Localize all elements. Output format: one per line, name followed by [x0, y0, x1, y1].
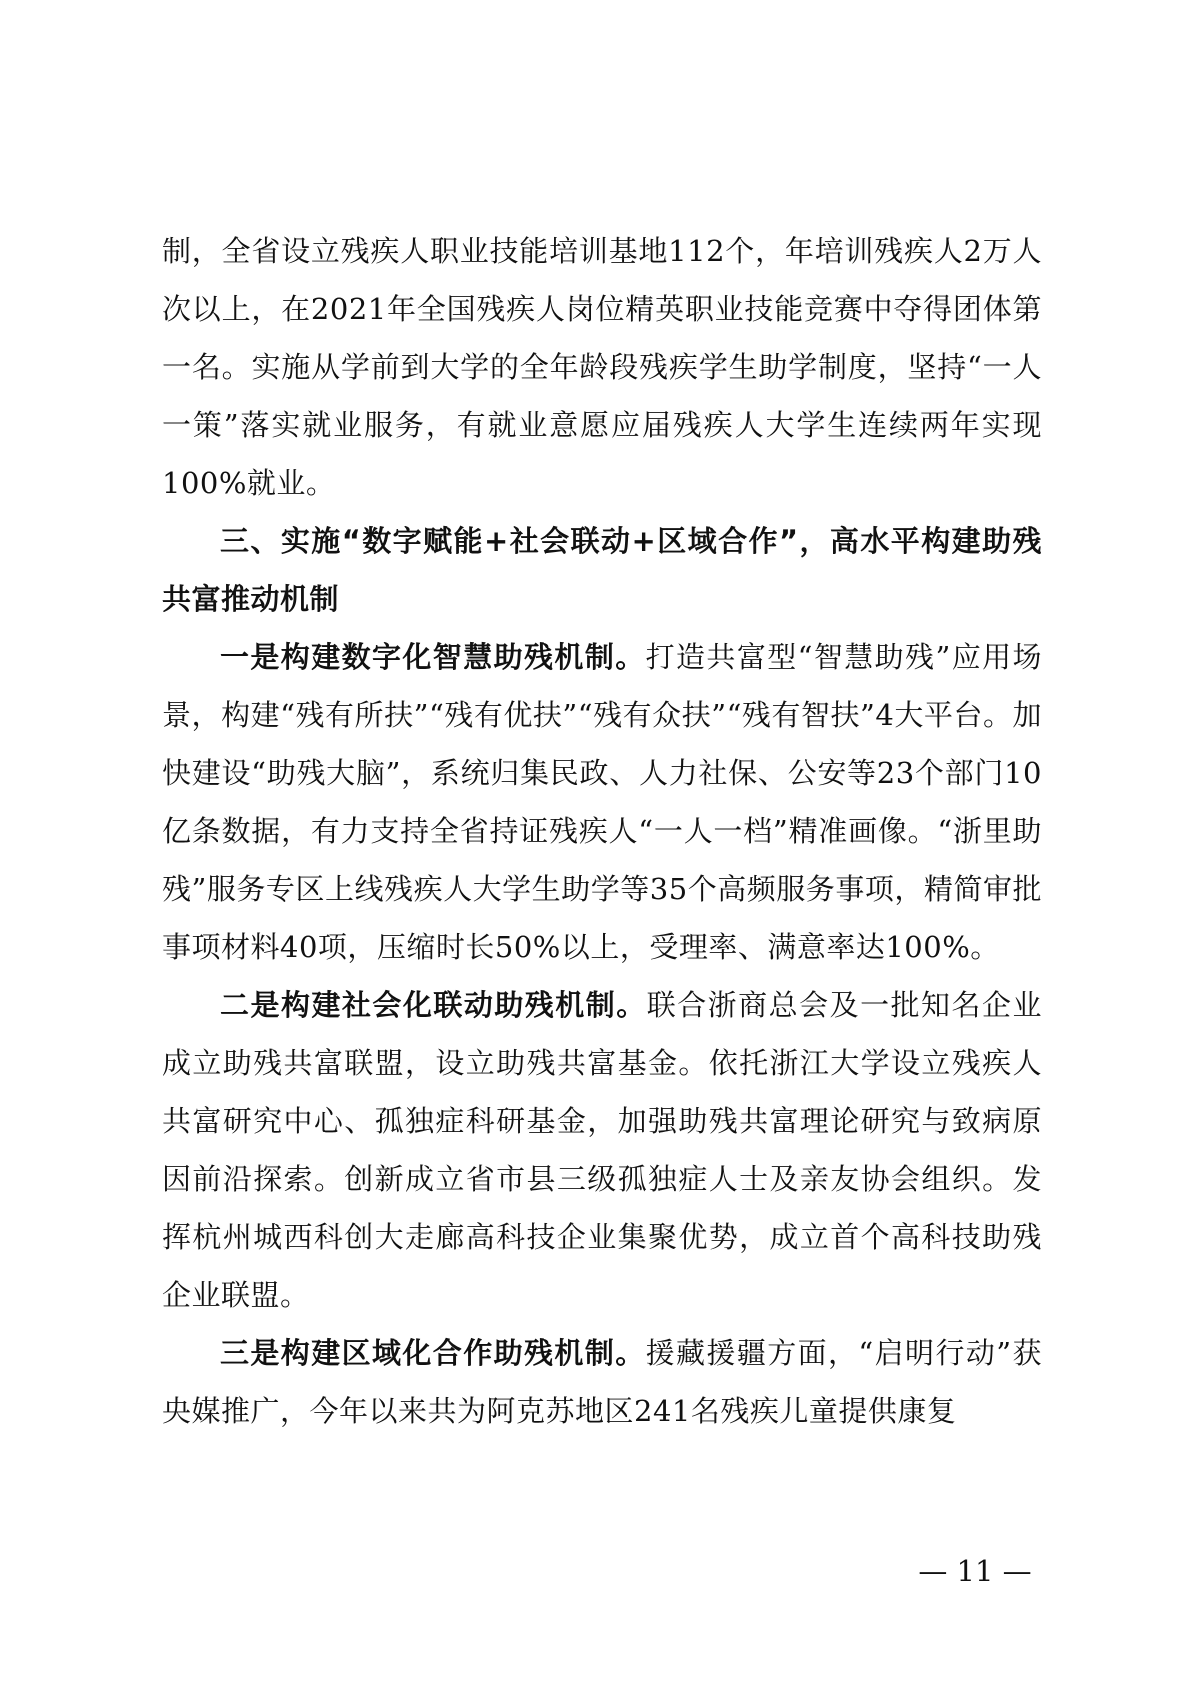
section-heading: 三、实施“数字赋能+社会联动+区域合作”，高水平构建助残共富推动机制 — [162, 524, 1042, 616]
paragraph-body: 援藏援疆方面，“启明行动”获央媒推广，今年以来共为阿克苏地区241名残疾儿童提供康复 — [162, 1336, 1042, 1428]
page-number: — 11 — — [918, 1554, 1032, 1588]
paragraph-lead: 二是构建社会化联动助残机制。 — [220, 988, 647, 1022]
paragraph-body: 打造共富型“智慧助残”应用场景，构建“残有所扶”“残有优扶”“残有众扶”“残有智扶”4大平台。加快建设“助残大脑”，系统归集民政、人力社保、公安等23个部门10亿条数据，有力支持全省持证残疾人“一人一档”精准画像。“浙里助残”服务专区上线残疾人大学生助学等35个高频服务事项，精简审批事项材料40项，压缩时长50%以上，受理率、满意率达100%。 — [162, 640, 1042, 964]
paragraph-lead: 一是构建数字化智慧助残机制。 — [220, 640, 646, 674]
paragraph-continuation: 制，全省设立残疾人职业技能培训基地112个，年培训残疾人2万人次以上，在2021年全国残疾人岗位精英职业技能竞赛中夺得团体第一名。实施从学前到大学的全年龄段残疾学生助学制度，坚持“一人一策”落实就业服务，有就业意愿应届残疾人大学生连续两年实现100%就业。 — [162, 234, 1042, 500]
paragraph-social-mechanism — [162, 976, 1042, 1324]
paragraph-body: 联合浙商总会及一批知名企业成立助残共富联盟，设立助残共富基金。依托浙江大学设立残疾人共富研究中心、孤独症科研基金，加强助残共富理论研究与致病原因前沿探索。创新成立省市县三级孤独症人士及亲友协会组织。发挥杭州城西科创大走廊高科技企业集聚优势，成立首个高科技助残企业联盟。 — [162, 988, 1042, 1312]
paragraph-digital-mechanism — [162, 628, 1042, 976]
paragraph-regional-mechanism — [162, 1324, 1042, 1440]
body-text — [162, 222, 1042, 1440]
paragraph-lead: 三是构建区域化合作助残机制。 — [220, 1336, 646, 1370]
